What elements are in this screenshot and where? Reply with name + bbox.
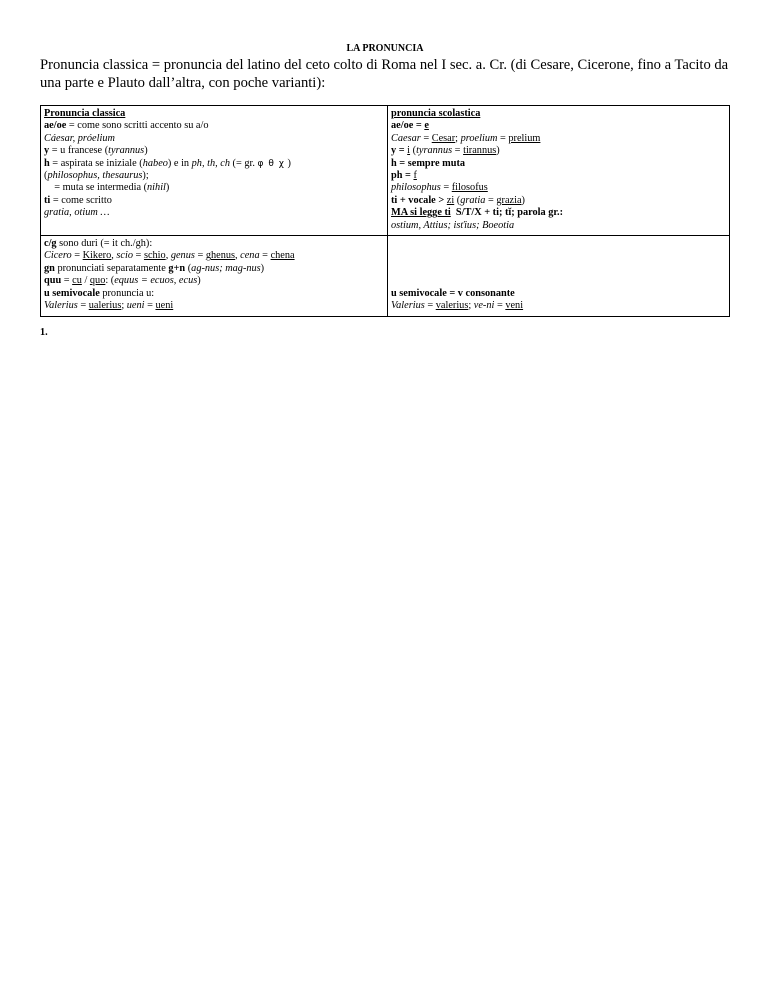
text: Cesar xyxy=(431,132,456,144)
text: = xyxy=(61,275,73,287)
text: zi xyxy=(446,194,455,206)
text: schio xyxy=(143,250,166,262)
text: = xyxy=(440,182,452,194)
text: h = sempre muta xyxy=(391,157,466,169)
scholastic-consonants xyxy=(388,236,730,316)
text: ti + vocale > xyxy=(391,194,447,206)
text: ( xyxy=(410,145,417,157)
text: ) xyxy=(144,145,148,157)
note-body xyxy=(62,327,730,339)
text: gn xyxy=(44,262,55,274)
text: = xyxy=(494,300,506,312)
text: = come sono scritti accento su a/o xyxy=(66,120,209,132)
notes-list xyxy=(40,327,730,339)
text: ) xyxy=(165,182,170,194)
text: pronunciati separatamente xyxy=(54,262,169,274)
text: ; xyxy=(455,132,461,144)
text: ( xyxy=(185,262,192,274)
classical-column xyxy=(41,106,388,236)
text: = xyxy=(77,300,89,312)
text: (= gr. xyxy=(229,157,258,169)
text: = xyxy=(424,300,436,312)
text: ) xyxy=(521,194,525,206)
comparison-table xyxy=(40,105,730,317)
text: filosofus xyxy=(451,182,488,194)
document-page xyxy=(40,43,730,339)
text: = xyxy=(452,145,464,157)
text: c/g xyxy=(44,238,57,250)
text: ( xyxy=(454,194,461,206)
classical-header: Pronuncia classica xyxy=(44,108,126,119)
text: Cáesar, próelium xyxy=(44,132,115,144)
text: S/T/X + ti; tĭ; parola gr.: xyxy=(450,207,564,219)
text: ) xyxy=(197,275,201,287)
text: : ( xyxy=(105,275,115,287)
text: ) e in xyxy=(167,157,192,169)
text: = xyxy=(485,194,497,206)
text: quu xyxy=(44,275,62,287)
text: cena xyxy=(240,250,260,262)
text: Valerius xyxy=(44,300,78,312)
text: ueni xyxy=(126,300,145,312)
text: philosophus xyxy=(391,182,441,194)
text: ; xyxy=(468,300,474,312)
text: sono duri (= it ch./gh): xyxy=(56,238,153,250)
classical-consonants xyxy=(41,236,388,316)
note-number: 1. xyxy=(40,326,48,338)
text: u semivocale xyxy=(44,287,100,299)
text: y = xyxy=(391,145,408,157)
text: philosophus, thesaurus xyxy=(47,170,143,182)
text: nihil xyxy=(147,182,166,194)
text: = xyxy=(420,132,432,144)
text: proelium xyxy=(460,132,498,144)
text: habeo xyxy=(142,157,168,169)
intro-paragraph: Pronuncia classica = pronuncia del latino del ceto colto di Roma nel I sec. a. Cr. (di Cesare, Cicerone, fino a Tacito da una parte e Plauto dall’altra, con poche varianti): xyxy=(40,57,729,91)
text: gratia, otium … xyxy=(44,207,110,219)
text: equus = ecuos, ecus xyxy=(114,275,198,287)
text: veni xyxy=(505,300,524,312)
scholastic-header: pronuncia scolastica xyxy=(391,108,481,119)
text: tyrannus xyxy=(108,145,145,157)
text: tyrannus xyxy=(416,145,453,157)
text: ph, th, ch xyxy=(191,157,230,169)
text: = u francese ( xyxy=(49,145,109,157)
text: φ θ χ xyxy=(257,158,285,169)
text: ghenus xyxy=(205,250,236,262)
text: i xyxy=(407,145,411,157)
text: ); xyxy=(142,170,149,182)
text: ae/oe xyxy=(44,120,67,132)
text: valerius xyxy=(435,300,469,312)
text: ag-nus; mag-nus xyxy=(191,262,261,274)
text: ) xyxy=(284,157,291,169)
text: ( xyxy=(44,170,48,182)
text: y xyxy=(44,145,50,157)
text: grazia xyxy=(496,194,522,206)
text: g+n xyxy=(168,262,186,274)
text: , xyxy=(165,250,171,262)
text: quo xyxy=(89,275,106,287)
text: ; xyxy=(121,300,127,312)
text: = aspirata se iniziale ( xyxy=(49,157,143,169)
text: / xyxy=(81,275,90,287)
text: ualerius xyxy=(88,300,122,312)
text: , xyxy=(111,250,117,262)
text: f xyxy=(413,170,417,182)
text: Caesar xyxy=(391,132,421,144)
text: = xyxy=(132,250,144,262)
text: cu xyxy=(72,275,82,287)
text: = xyxy=(144,300,156,312)
text: = xyxy=(194,250,206,262)
text: u semivocale = v consonante xyxy=(391,287,515,299)
text: MA si legge ti xyxy=(391,207,451,219)
text: gratia xyxy=(460,194,486,206)
text: ostium, Attius; isťius; Boeotia xyxy=(391,219,515,231)
text: genus xyxy=(170,250,195,262)
text: e xyxy=(424,120,429,132)
text: ti xyxy=(44,194,51,206)
text: chena xyxy=(270,250,295,262)
text: = come scritto xyxy=(50,194,112,206)
text: pronuncia u: xyxy=(99,287,155,299)
text: ueni xyxy=(155,300,174,312)
text: Cicero xyxy=(44,250,72,262)
text: Valerius xyxy=(391,300,425,312)
text: = xyxy=(259,250,271,262)
text: = xyxy=(497,132,509,144)
text: Kikero xyxy=(82,250,112,262)
text: ) xyxy=(260,262,265,274)
text: , xyxy=(235,250,241,262)
text: prelium xyxy=(508,132,541,144)
text: = xyxy=(71,250,83,262)
text: ) xyxy=(496,145,500,157)
note-item xyxy=(40,327,730,339)
text: = muta se intermedia ( xyxy=(44,182,148,194)
text: h xyxy=(44,157,50,169)
text: ae/oe = xyxy=(391,120,425,132)
text: tirannus xyxy=(463,145,497,157)
text: scio xyxy=(116,250,133,262)
scholastic-column xyxy=(388,106,730,236)
document-title: LA PRONUNCIA xyxy=(346,43,424,54)
text: ve-ni xyxy=(473,300,495,312)
text: ph = xyxy=(391,170,414,182)
